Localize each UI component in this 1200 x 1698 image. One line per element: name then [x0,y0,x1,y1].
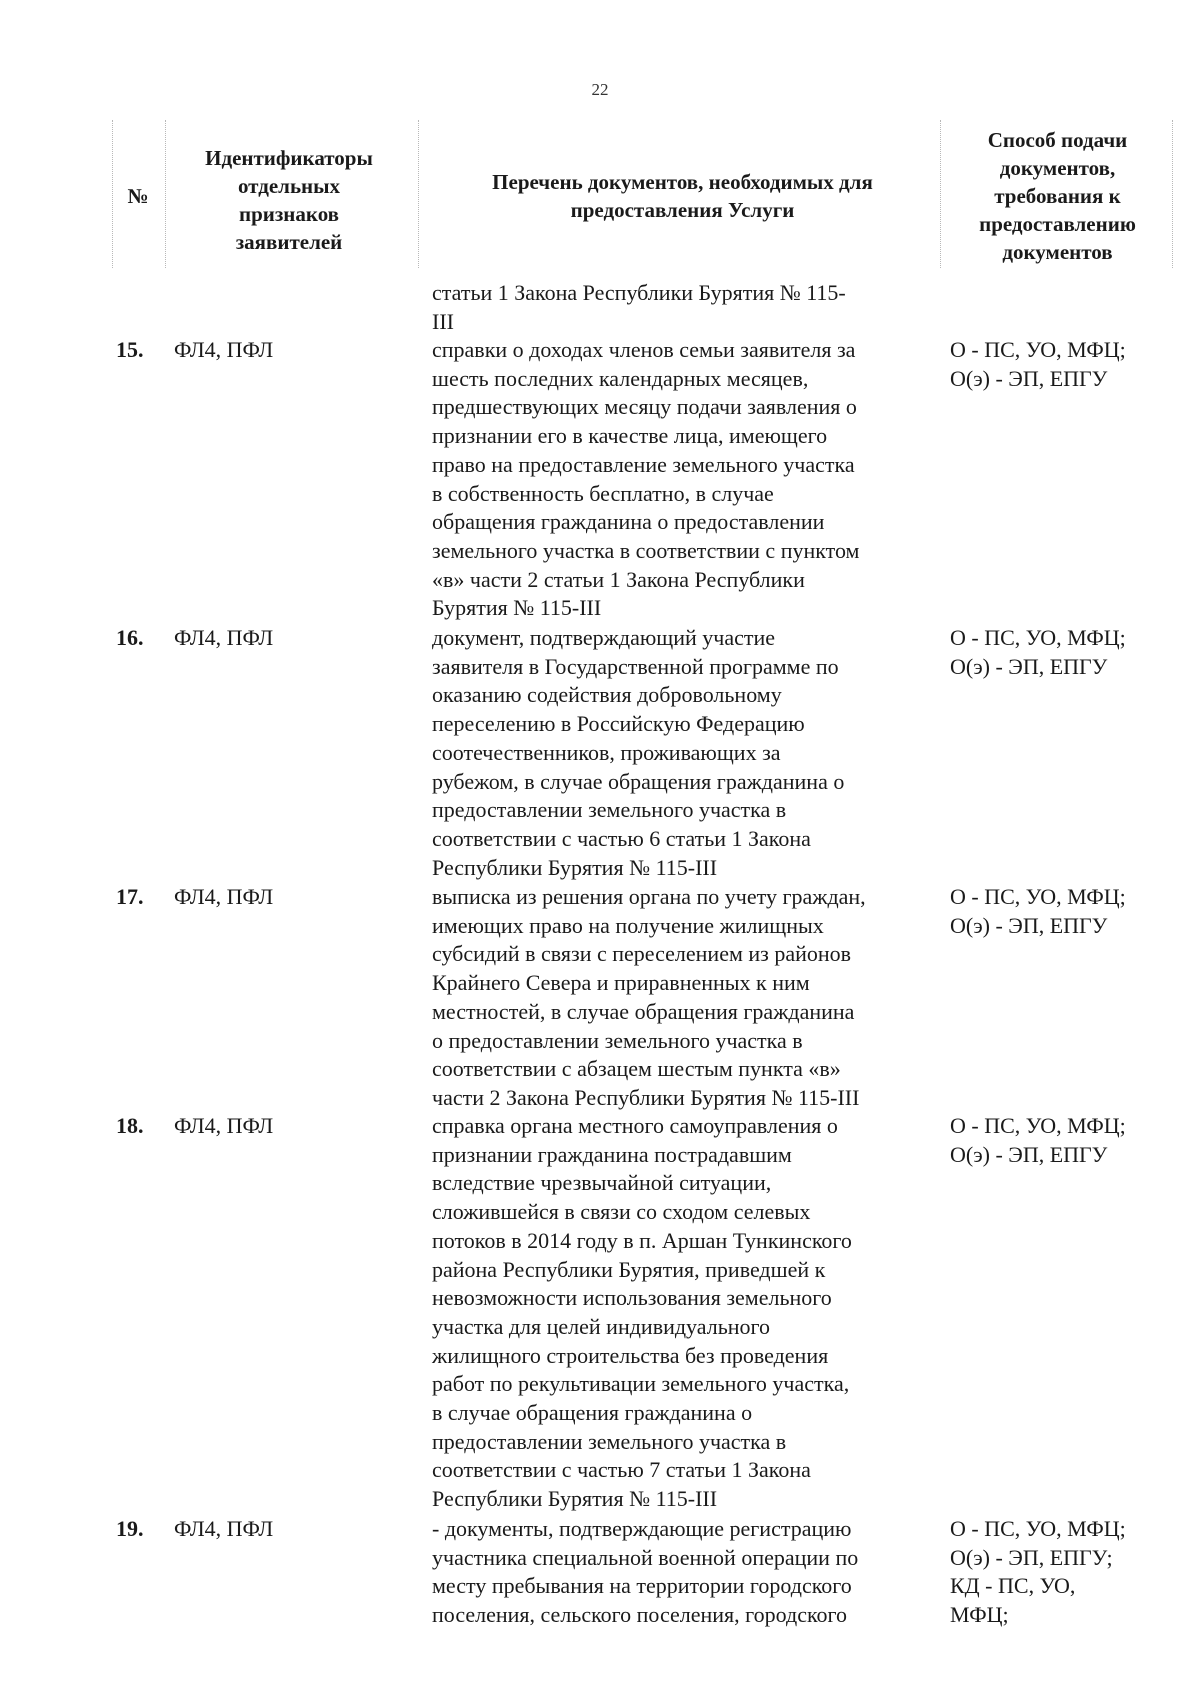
header-identifiers-line: признаков [238,202,340,226]
document-line: месту пребывания на территории городского [432,1573,852,1599]
method-line: О(э) - ЭП, ЕПГУ [950,1141,1108,1167]
row-identifiers: ФЛ4, ПФЛ [174,884,274,909]
row-number: 15. [116,337,144,362]
document-line: земельного участка в соответствии с пунктом [432,537,860,563]
document-line: сложившейся в связи со сходом селевых [432,1199,811,1225]
document-line: Республики Бурятия № 115-III [432,1486,718,1512]
document-line: части 2 Закона Республики Бурятия № 115-III [432,1084,860,1110]
column-divider [1172,120,1173,268]
header-method-line: предоставлению [979,212,1136,236]
row-number: 19. [116,1516,144,1541]
submission-method [950,1112,1175,1169]
row-number: 17. [116,884,144,909]
document-line: о предоставлении земельного участка в [432,1027,803,1053]
document-text [432,883,942,1113]
document-text [432,279,942,336]
document-line: статьи 1 Закона Республики Бурятия № 115- [432,280,846,305]
method-line: О - ПС, УО, МФЦ; [950,1113,1126,1138]
document-line: Республики Бурятия № 115-III [432,854,718,880]
document-line: района Республики Бурятия, приведшей к [432,1256,826,1282]
row-number: 18. [116,1113,144,1138]
column-divider [418,120,419,268]
document-line: переселению в Российскую Федерацию [432,711,805,737]
header-identifiers-line: заявителей [235,230,343,254]
document-line: «в» части 2 статьи 1 Закона Республики [432,566,805,592]
method-line: О - ПС, УО, МФЦ; [950,337,1126,362]
document-line: соответствии с абзацем шестым пункта «в» [432,1056,841,1082]
document-line: работ по рекультивации земельного участка, [432,1371,850,1397]
header-identifiers-line: Идентификаторы [205,146,373,170]
document-line: местностей, в случае обращения гражданина [432,998,855,1024]
row-identifiers: ФЛ4, ПФЛ [174,625,274,650]
document-line: вследствие чрезвычайной ситуации, [432,1170,772,1196]
document-line: жилищного строительства без проведения [432,1342,829,1368]
header-method-line: Способ подачи [987,128,1128,152]
document-line: предоставлении земельного участка в [432,797,787,823]
column-divider [165,120,166,268]
header-identifiers [170,130,408,270]
row-identifiers: ФЛ4, ПФЛ [174,1113,274,1138]
document-text [432,1515,942,1630]
header-documents-line: предоставления Услуги [570,198,795,222]
submission-method [950,336,1175,393]
document-line: субсидий в связи с переселением из районов [432,941,852,967]
document-line: заявителя в Государственной программе по [432,653,839,679]
document-line: Бурятия № 115-III [432,595,602,621]
document-line: признании гражданина пострадавшим [432,1141,792,1167]
document-line: справка органа местного самоуправления о [432,1113,838,1138]
document-line: шесть последних календарных месяцев, [432,365,809,391]
document-line: участника специальной военной операции по [432,1544,859,1570]
row-identifiers: ФЛ4, ПФЛ [174,337,274,362]
column-divider [940,120,941,268]
document-line: соотечественников, проживающих за [432,739,781,765]
document-line: потоков в 2014 году в п. Аршан Тункинского [432,1227,852,1253]
header-documents-line: Перечень документов, необходимых для [492,170,873,194]
method-line: О(э) - ЭП, ЕПГУ [950,653,1108,679]
document-line: соответствии с частью 7 статьи 1 Закона [432,1457,811,1483]
document-line: в случае обращения гражданина о [432,1400,753,1426]
document-line: признании его в качестве лица, имеющего [432,423,828,449]
method-line: О(э) - ЭП, ЕПГУ; [950,1544,1113,1570]
submission-method [950,1515,1175,1630]
document-line: Крайнего Севера и приравненных к ним [432,970,810,996]
document-line: в собственность бесплатно, в случае [432,480,774,506]
header-method [945,126,1170,276]
method-line: КД - ПС, УО, [950,1573,1076,1599]
header-method-line: документов [1002,240,1113,264]
document-line: участка для целей индивидуального [432,1313,770,1339]
document-line: соответствии с частью 6 статьи 1 Закона [432,825,811,851]
document-line: справки о доходах членов семьи заявителя за [432,337,856,362]
method-line: О(э) - ЭП, ЕПГУ [950,912,1108,938]
document-line: право на предоставление земельного участка [432,451,855,477]
document-line: предоставлении земельного участка в [432,1428,787,1454]
header-method-line: требования к [994,184,1121,208]
document-line: обращения гражданина о предоставлении [432,509,825,535]
document-text [432,1112,942,1514]
table-header [0,120,1200,272]
method-line: О - ПС, УО, МФЦ; [950,884,1126,909]
header-number: № [127,184,149,208]
document-line: оказанию содействия добровольному [432,682,782,708]
submission-method [950,883,1175,940]
row-number: 16. [116,625,144,650]
document-line: документ, подтверждающий участие [432,625,775,650]
document-line: поселения, сельского поселения, городского [432,1602,848,1628]
method-line: О - ПС, УО, МФЦ; [950,625,1126,650]
row-identifiers: ФЛ4, ПФЛ [174,1516,274,1541]
page-number: 22 [591,80,609,99]
document-line: - документы, подтверждающие регистрацию [432,1516,852,1541]
header-documents [425,120,940,272]
method-line: О - ПС, УО, МФЦ; [950,1516,1126,1541]
header-method-line: документов, [999,156,1116,180]
document-text [432,624,942,882]
document-line: предшествующих месяцу подачи заявления о [432,394,857,420]
document-line: III [432,308,454,334]
document-line: невозможности использования земельного [432,1285,832,1311]
header-identifiers-line: отдельных [237,174,341,198]
submission-method [950,624,1175,681]
document-line: имеющих право на получение жилищных [432,912,824,938]
method-line: О(э) - ЭП, ЕПГУ [950,365,1108,391]
document-line: выписка из решения органа по учету граждан, [432,884,866,909]
document-line: рубежом, в случае обращения гражданина о [432,768,845,794]
document-text [432,336,942,623]
method-line: МФЦ; [950,1602,1009,1628]
